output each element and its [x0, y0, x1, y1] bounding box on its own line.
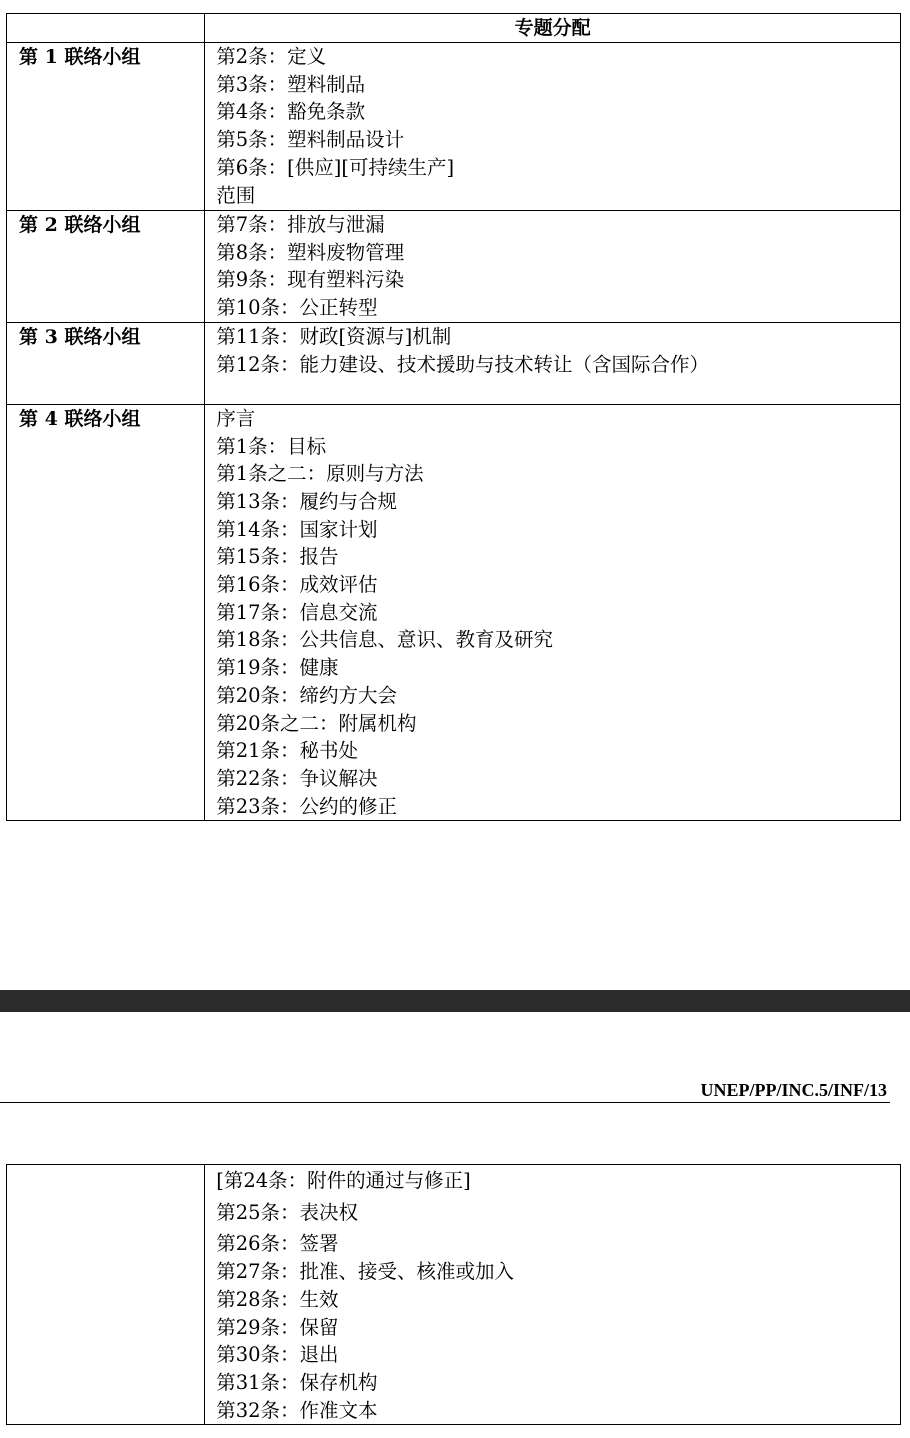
list-item: 第18条：公共信息、意识、教育及研究: [216, 628, 554, 652]
group-items: [205, 43, 901, 211]
list-item: 第25条：表决权: [216, 1200, 359, 1224]
group-items: [205, 322, 901, 404]
page-separator-bar: [0, 990, 910, 1012]
list-item: 第29条：保留: [216, 1315, 339, 1339]
list-item: 第13条：履约与合规: [216, 489, 398, 513]
list-item: 第23条：公约的修正: [216, 794, 398, 818]
list-item: 第20条：缔约方大会: [216, 683, 398, 707]
list-item: 第11条：财政[资源与]机制: [216, 324, 452, 348]
list-item: 第10条：公正转型: [216, 296, 378, 320]
list-item: 第8条：塑料废物管理: [216, 240, 405, 264]
table-row: [7, 322, 901, 404]
list-item: [第24条：附件的通过与修正]: [216, 1169, 471, 1192]
list-item: 第12条：能力建设、技术援助与技术转让（含国际合作）: [216, 352, 710, 376]
list-item: 第1条之二：原则与方法: [216, 462, 424, 486]
list-item: 第7条：排放与泄漏: [216, 213, 385, 236]
list-item: 第31条：保存机构: [216, 1370, 378, 1394]
list-item: 第27条：批准、接受、核准或加入: [216, 1260, 515, 1284]
topic-allocation-table-continued: [6, 1164, 901, 1425]
list-item: 第32条：作准文本: [216, 1398, 378, 1422]
group-label: 第 1 联络小组: [7, 43, 205, 211]
topic-allocation-table: [6, 13, 901, 821]
list-item: 第2条：定义: [216, 45, 327, 68]
list-item: 范围: [216, 183, 256, 207]
group-label: 第 3 联络小组: [7, 322, 205, 404]
group-label-empty: [7, 1165, 205, 1425]
table-row: [7, 211, 901, 323]
group-items: [205, 211, 901, 323]
table-row: [7, 43, 901, 211]
list-item: 第5条：塑料制品设计: [216, 128, 405, 152]
list-item: 第30条：退出: [216, 1343, 339, 1367]
table-header-topic: 专题分配: [205, 14, 901, 43]
list-item: 第9条：现有塑料污染: [216, 268, 405, 292]
list-item: 第28条：生效: [216, 1287, 339, 1311]
group-label: 第 4 联络小组: [7, 404, 205, 821]
group-items: [205, 404, 901, 821]
list-item: 序言: [216, 406, 256, 430]
list-item: 第4条：豁免条款: [216, 100, 366, 124]
list-item: 第26条：签署: [216, 1232, 339, 1256]
table-row: [7, 1165, 901, 1425]
table-header-row: [7, 14, 901, 43]
list-item: 第14条：国家计划: [216, 517, 378, 541]
list-item: 第1条：目标: [216, 434, 327, 458]
list-item: 第15条：报告: [216, 545, 339, 569]
list-item: 第3条：塑料制品: [216, 72, 366, 96]
header-rule: [0, 1102, 890, 1103]
list-item: 第19条：健康: [216, 656, 339, 680]
table-row: [7, 404, 901, 821]
list-item: 第21条：秘书处: [216, 739, 359, 763]
list-item: 第17条：信息交流: [216, 600, 378, 624]
group-items: [205, 1165, 901, 1425]
group-label: 第 2 联络小组: [7, 211, 205, 323]
header-empty-cell: [7, 14, 205, 43]
list-item: 第16条：成效评估: [216, 573, 378, 597]
list-item: 第22条：争议解决: [216, 766, 378, 790]
list-item: 第20条之二：附属机构: [216, 711, 417, 735]
list-item: 第6条：[供应][可持续生产]: [216, 155, 455, 179]
document-symbol: UNEP/PP/INC.5/INF/13: [700, 1080, 887, 1100]
